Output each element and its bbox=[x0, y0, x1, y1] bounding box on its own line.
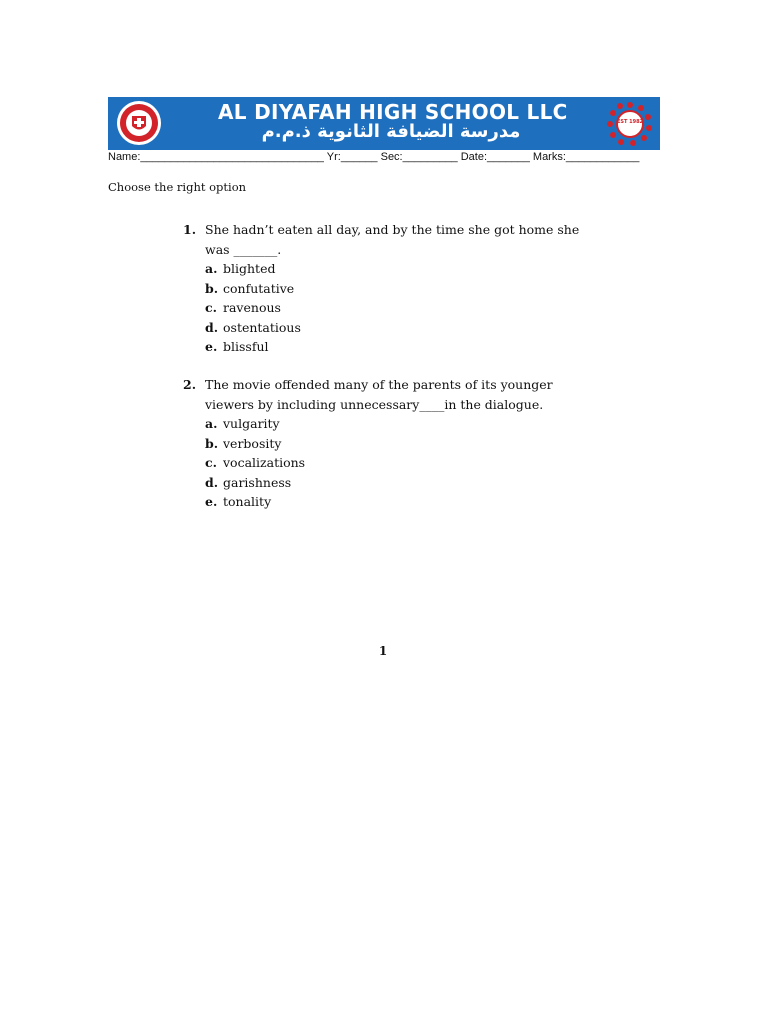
school-header-banner bbox=[108, 97, 660, 150]
option-text: confutative bbox=[223, 280, 295, 296]
option-text: tonality bbox=[223, 494, 272, 509]
option-text: ostentatious bbox=[223, 319, 301, 335]
question-number: 2. bbox=[183, 377, 197, 392]
question-1 bbox=[183, 220, 603, 357]
page-number: 1 bbox=[378, 644, 388, 658]
question-2 bbox=[183, 375, 603, 512]
option-letter: e. bbox=[205, 339, 218, 354]
option-text: vocalizations bbox=[223, 455, 306, 470]
option-a[interactable] bbox=[205, 414, 603, 434]
question-text: The movie offended many of the parents of its younger viewers by including unnecessary____in the dialogue. bbox=[205, 377, 553, 412]
student-info-line: Name:______________________________ Yr:______ Sec:_________ Date:_______ Marks:____________ bbox=[108, 151, 640, 163]
instruction-text: Choose the right option bbox=[108, 180, 247, 194]
question-number: 1. bbox=[183, 222, 197, 237]
option-c[interactable] bbox=[205, 298, 603, 318]
option-letter: d. bbox=[205, 319, 219, 335]
option-e[interactable] bbox=[205, 337, 603, 357]
option-letter: b. bbox=[205, 280, 219, 296]
question-text: She hadn’t eaten all day, and by the time she got home she was _______. bbox=[205, 222, 580, 257]
option-letter: c. bbox=[205, 455, 217, 470]
option-a[interactable] bbox=[205, 259, 603, 279]
option-text: vulgarity bbox=[223, 416, 280, 431]
option-d[interactable] bbox=[205, 318, 603, 338]
school-name-arabic: مدرسة الضيافة الثانوية ذ.م.م bbox=[261, 121, 521, 142]
seal-est-text: EST 1982 bbox=[616, 119, 644, 125]
option-b[interactable] bbox=[205, 434, 603, 454]
option-c[interactable] bbox=[205, 453, 603, 473]
option-text: ravenous bbox=[223, 300, 281, 315]
establishment-seal-logo bbox=[604, 99, 656, 147]
school-crest-logo bbox=[116, 100, 162, 146]
option-letter: b. bbox=[205, 435, 219, 451]
option-text: blissful bbox=[223, 339, 269, 354]
option-d[interactable] bbox=[205, 473, 603, 493]
option-text: blighted bbox=[223, 261, 276, 276]
option-letter: a. bbox=[205, 416, 218, 431]
option-letter: e. bbox=[205, 494, 218, 509]
option-text: verbosity bbox=[223, 435, 282, 451]
option-letter: a. bbox=[205, 261, 218, 276]
option-letter: d. bbox=[205, 474, 219, 490]
option-text: garishness bbox=[223, 474, 292, 490]
school-name-english: AL DIYAFAH HIGH SCHOOL LLC bbox=[218, 100, 568, 124]
option-e[interactable] bbox=[205, 492, 603, 512]
option-letter: c. bbox=[205, 300, 217, 315]
option-b[interactable] bbox=[205, 279, 603, 299]
